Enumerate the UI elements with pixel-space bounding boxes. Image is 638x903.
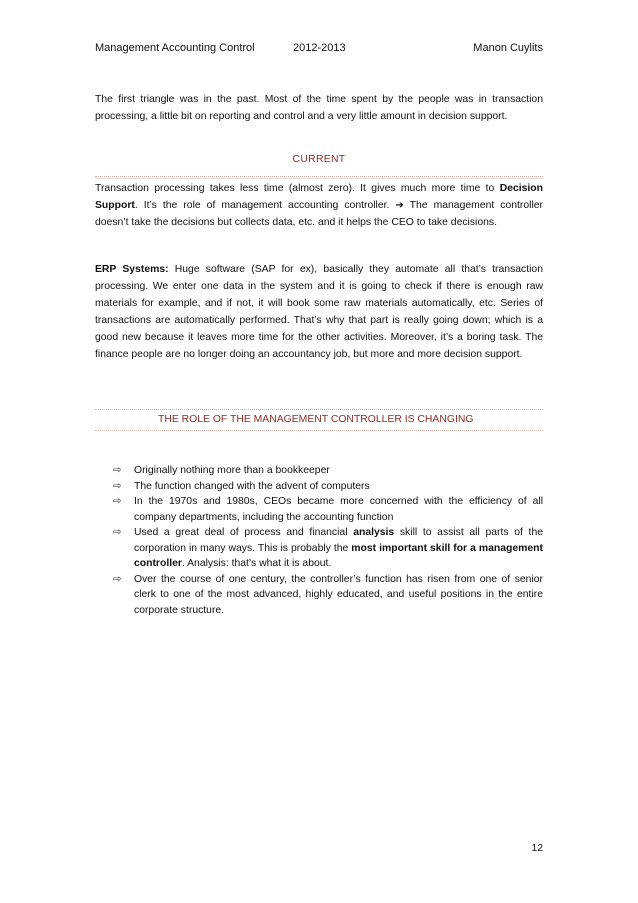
arrow-bullet-icon: ⇨ [113, 527, 122, 538]
arrow-bullet-icon: ⇨ [113, 573, 122, 585]
erp-label: ERP Systems: [95, 264, 169, 275]
decision-support-bold: Decision Support [95, 183, 543, 211]
list-item-text: The function changed with the advent of computers [134, 480, 370, 492]
erp-text: Huge software (SAP for ex), basically they automate all that’s transaction processing. We enter one data in the system and it is going to check if there is enough raw materials for example, and if not, it will book some raw materials automatically, etc. Series of transactions are automatically performed. That’s why that part is really going down; which is a good new because it leaves more time for the other activities. Moreover, it’s a boring task. The finance people are no longer doing an accountancy job, but more and more decision support. [95, 264, 543, 360]
current-text-3: The management controller doesn’t take the decisions but collects data, etc. and it helps the CEO to take decisions. [95, 200, 543, 228]
list-item [113, 494, 543, 525]
list-item-text: . Analysis: that’s what it is about. [181, 558, 332, 569]
section-heading-current [95, 154, 543, 177]
role-heading-text: THE ROLE OF THE MANAGEMENT CONTROLLER IS CHANGING [158, 414, 474, 425]
intro-paragraph: The first triangle was in the past. Most of the time spent by the people was in transaction processing, a little bit on reporting and control and a very little amount in decision support. [95, 94, 543, 122]
list-item [113, 463, 543, 479]
heading-rule [95, 178, 543, 179]
arrow-bullet-icon: ⇨ [113, 465, 122, 476]
page-header [95, 42, 543, 58]
current-text-1: Transaction processing takes less time (almost zero). It gives much more time to [95, 183, 500, 194]
page-number: 12 [531, 843, 543, 854]
analysis-bold: analysis [353, 527, 395, 538]
current-heading-text: CURRENT [292, 154, 346, 165]
role-bullet-list [113, 463, 543, 618]
list-item-text: Used a great deal of process and financial [134, 527, 354, 538]
arrow-bullet-icon: ⇨ [113, 480, 122, 492]
list-item-text: skill to assist all parts of the corporation in many ways. This is probably the [134, 527, 543, 554]
header-course: Management Accounting Control [95, 42, 255, 54]
arrow-icon: ➔ [395, 200, 404, 211]
header-year: 2012-2013 [293, 42, 346, 54]
section-heading-role [95, 409, 543, 431]
list-item [113, 479, 543, 495]
current-paragraph [95, 180, 543, 231]
important-skill-bold: most important skill for a management controller [134, 542, 543, 569]
list-item [113, 525, 543, 572]
list-item [113, 572, 543, 619]
current-text-2: . It’s the role of management accounting controller. [134, 200, 396, 211]
list-item-text: Originally nothing more than a bookkeeper [134, 465, 330, 476]
list-item-text: Over the course of one century, the controller’s function has risen from one of senior clerk to one of the most advanced, highly educated, and useful positions in the entire corporate structure. [134, 573, 543, 616]
erp-paragraph [95, 261, 543, 363]
arrow-bullet-icon: ⇨ [113, 496, 122, 507]
list-item-text: In the 1970s and 1980s, CEOs became more concerned with the efficiency of all company departments, including the accounting function [134, 496, 543, 523]
header-author: Manon Cuylits [473, 42, 543, 54]
